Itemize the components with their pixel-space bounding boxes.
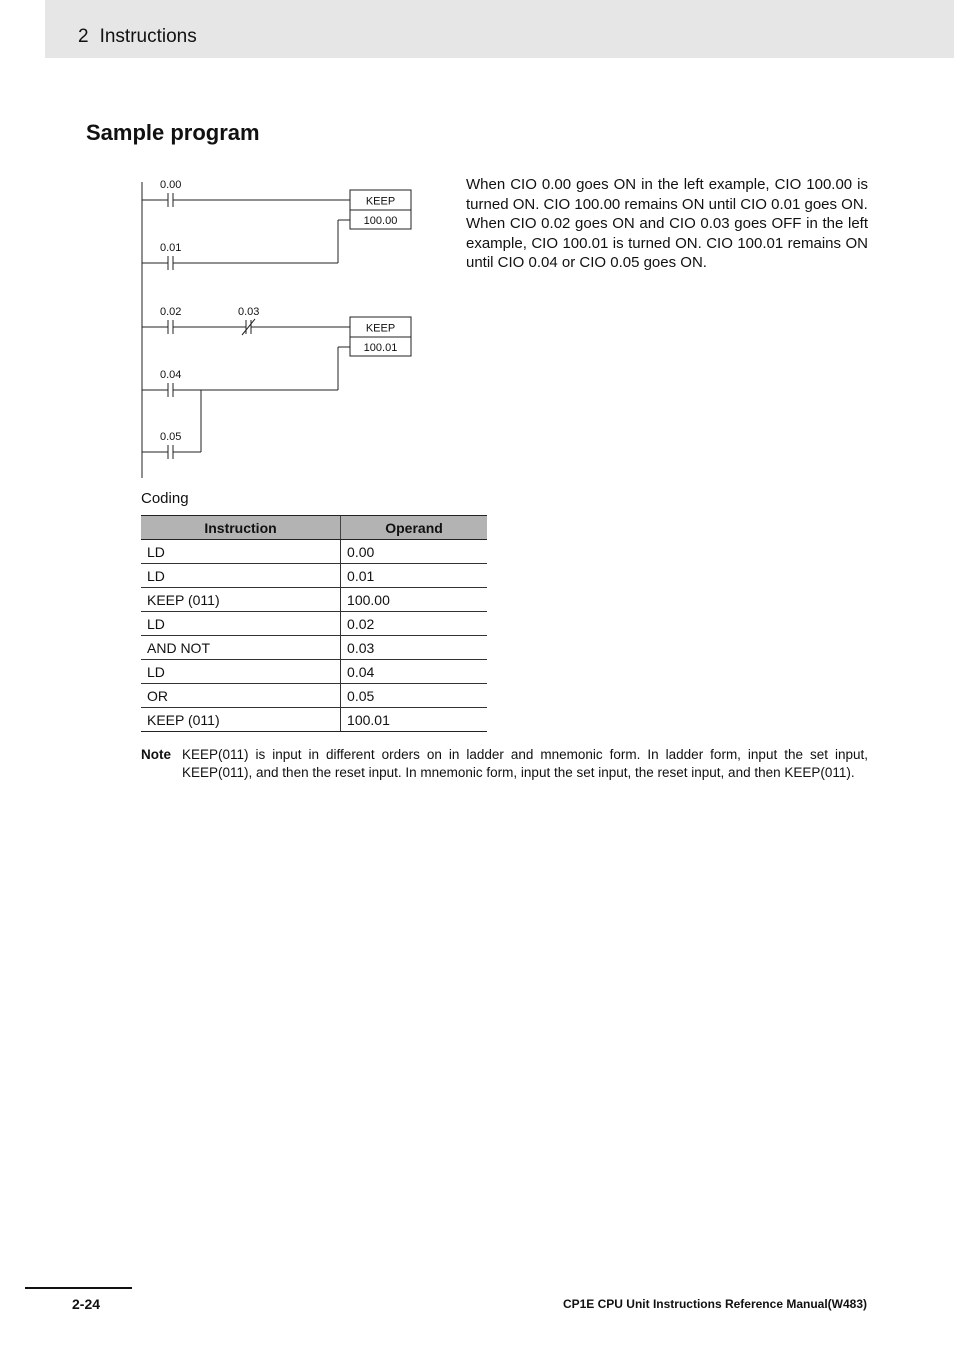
manual-title: CP1E CPU Unit Instructions Reference Manual(W483) (562, 1297, 867, 1311)
description-paragraph: When CIO 0.02 goes ON and CIO 0.03 goes OFF in the left example, CIO 100.01 is turned ON. CIO 100.01 remains ON until CIO 0.04 or CIO 0.05 goes ON. (466, 215, 868, 271)
contact-label: 0.02 (160, 306, 182, 318)
block-instruction: KEEP (365, 322, 396, 335)
contact-label: 0.05 (160, 431, 182, 443)
description-paragraph: When CIO 0.00 goes ON in the left example, CIO 100.00 is turned ON. CIO 100.00 remains ON until CIO 0.01 goes ON. (466, 176, 868, 213)
column-header-operand: Operand (341, 516, 487, 540)
instruction-cell: LD (141, 612, 341, 636)
table-row (141, 540, 487, 564)
footer-rule (25, 1287, 132, 1289)
operand-cell: 100.00 (341, 588, 487, 612)
section-title: Sample program (86, 120, 260, 145)
coding-label: Coding (141, 490, 189, 507)
contact-label: 0.03 (238, 306, 260, 318)
table-row (141, 612, 487, 636)
table-row (141, 708, 487, 732)
column-header-instruction: Instruction (141, 516, 341, 540)
instruction-cell: AND NOT (141, 636, 341, 660)
chapter-header (78, 26, 197, 48)
operand-cell: 0.05 (341, 684, 487, 708)
operand-cell: 0.03 (341, 636, 487, 660)
instruction-cell: LD (141, 540, 341, 564)
description (466, 175, 868, 273)
operand-cell: 0.02 (341, 612, 487, 636)
table-row (141, 564, 487, 588)
page-number: 2-24 (72, 1296, 101, 1312)
instruction-cell: LD (141, 564, 341, 588)
contact-label: 0.00 (160, 179, 182, 191)
operand-cell: 0.01 (341, 564, 487, 588)
operand-cell: 0.04 (341, 660, 487, 684)
table-row (141, 636, 487, 660)
block-operand: 100.01 (363, 342, 398, 354)
table-header-row (141, 516, 487, 540)
ladder-diagram (130, 170, 430, 482)
coding-table (141, 515, 487, 732)
table-row (141, 684, 487, 708)
contact-label: 0.04 (160, 369, 182, 381)
table-row (141, 660, 487, 684)
contact-label: 0.01 (160, 242, 182, 254)
block-operand: 100.00 (363, 215, 398, 227)
chapter-title: Instructions (99, 26, 197, 47)
instruction-cell: LD (141, 660, 341, 684)
note (141, 746, 868, 782)
table-row (141, 588, 487, 612)
instruction-cell: OR (141, 684, 341, 708)
note-text: KEEP(011) is input in different orders on in ladder and mnemonic form. In ladder form, input the set input, KEEP(011), and then the reset input. In mnemonic form, input the set input, the reset input, and then KEEP(011). (182, 747, 868, 780)
operand-cell: 0.00 (341, 540, 487, 564)
note-label: Note (141, 747, 171, 762)
block-instruction: KEEP (365, 195, 396, 208)
operand-cell: 100.01 (341, 708, 487, 732)
chapter-number: 2 (78, 26, 89, 47)
instruction-cell: KEEP (011) (141, 708, 341, 732)
instruction-cell: KEEP (011) (141, 588, 341, 612)
